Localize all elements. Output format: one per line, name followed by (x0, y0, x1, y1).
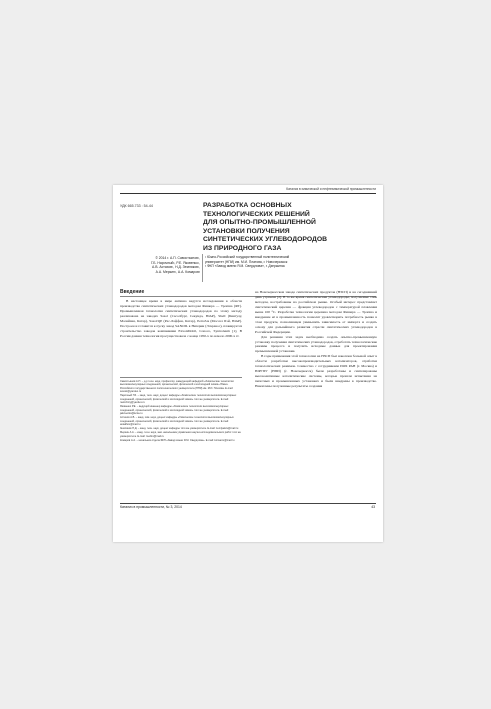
left-column (120, 299, 242, 339)
title-line: УСТАНОВКИ ПОЛУЧЕНИЯ (203, 227, 290, 235)
author-line: Г.Б. Нарочный¹, Р.Е. Яковенко¹, (150, 260, 200, 265)
affiliation-line: университет (НПИ) им. М.И. Платова, г. Новочеркасск (205, 259, 288, 264)
journal-issue: Катализ в промышленности, № 3, 2014 (120, 505, 182, 509)
title-line: ДЛЯ ОПЫТНО-ПРОМЫШЛЕННОЙ (203, 219, 316, 227)
page-number: 43 (371, 505, 375, 509)
affiliation-line: ² ФКП «Завод имени Я.М. Свердлова», г. Дзержинск (205, 264, 285, 269)
author-line: А.В. Астахов¹, Н.Д. Земляков¹, (152, 265, 200, 270)
title-line: ИЗ ПРИРОДНОГО ГАЗА (203, 244, 282, 252)
author-notes (120, 377, 242, 443)
right-column (255, 290, 377, 389)
title-line: ТЕХНОЛОГИЧЕСКИХ РЕШЕНИЙ (203, 210, 310, 218)
title-line: РАЗРАБОТКА ОСНОВНЫХ (203, 202, 292, 209)
paragraph: В годы применения этой технологии на НЗСП был накоплен большой опыт в области разработки высокопроизводительных катализаторов, отработки технологических режимов. Совместно с сотрудниками ИОХ РАН (г. Москва) и ЮРГПУ (НПИ) (г. Новочеркасск) были разработаны и синтезированы высокоактивные каталитические системы, которые прошли испытания на пилотных и промышленных установках и были внедрены в производство. Накоплены полученные результаты создания (255, 354, 377, 389)
author-note: Яковенко Р.Е. – ведущий инженер кафедры «Химические технологии высокомолекулярных соединений, органической, физической и коллоидной химии» того же университета. E-mail: jakovenko@lenta.ru (120, 405, 229, 416)
author-line: А.А. Меркин¹, А.А. Комаров² (155, 270, 200, 275)
article-title (203, 202, 373, 254)
footer-rule (120, 503, 376, 504)
author-line: © 2014 г. А.П. Савостьянов¹, (155, 256, 200, 260)
author-list (120, 256, 200, 275)
author-note: Савостьянов А.П. – д-р техн. наук, профессор, заведующий кафедрой «Химические технологии высокомолекулярных соединений, органической, физической и коллоидной химии» Южно-Российского государственного политехнического университета (НПИ) им. М.И. Платова. E-mail: savost@yandex.ru (120, 380, 234, 394)
author-note: Меркин А.А. – канд. техн. наук, зам. начальника управления научно-исследовательских работ того же университета. E-mail: merkin@mail.ru (120, 431, 241, 438)
title-line: СИНТЕТИЧЕСКИХ УГЛЕВОДОРОДОВ (203, 236, 328, 244)
header-rule (120, 193, 376, 194)
paragraph: на Новочеркасском заводе синтетических продуктов (НЗСП) и на сегодняшний день утрачена [2]. В то же время синтетические углеводороды, получаемые этим методом, востребованы на российском рынке. Особый интерес представляет синтетический церезин — фракция углеводородов с температурой плавления выше 100 °C. Разработка технологии церезина методом Фишера — Тропша и внедрение её в промышленность позволят удовлетворить потребность рынка в этом продукте, позволяющем уменьшить зависимость от импорта и создать основу для дальнейшего развития отрасли синтетических углеводородов в Российской Федерации. (255, 290, 377, 334)
journal-page (113, 185, 383, 542)
author-note: Земляков Н.Д. – канд. техн. наук, доцент кафедры того же университета. E-mail: zemlyakov@mail.ru (120, 427, 239, 431)
author-note: Комаров А.А. – начальник отдела ФКП «Завод имени Я.М. Свердлова». E-mail: komarov@mail.ru (120, 438, 235, 442)
author-note: Нарочный Г.Б. – канд. техн. наук, доцент кафедры «Химические технологии высокомолекулярных соединений, органической, физической и коллоидной химии» того же университета. E-mail: narochniy@yandex.ru (120, 394, 237, 405)
paragraph: В настоящее время в мире активно ведутся исследования в области производства синтетических углеводородов методом Фишера — Тропша (ФТ). Промышленная технология синтетических углеводородов по этому методу реализована на заводах Sasol (Сасолбург, Секунда, ЮАР), Shell (Бинтулу, Малайзия, Катар), Sasol/QP (Рас-Лаффан, Катар), PetroSA (Моссел Бэй, ЮАР). Построен и готовится к пуску завод SANOIL в Нигерии (Эскравос), планируется строительство заводов компаниями ExxonMobil, Conoco, Syntroleum [1]. В России данная технология просуществовала с конца 1950-х по начало 2000-х гг. (120, 299, 242, 338)
author-note: Астахов А.В. – канд. хим. наук, доцент кафедры «Химические технологии высокомолекулярных соединений, органической, физической и коллоидной химии» того же университета. E-mail: astakhov@mail.ru (120, 416, 234, 427)
section-heading: Введение (120, 289, 145, 295)
udc-code: УДК 665.733 : 54-44 (120, 204, 153, 208)
author-divider (202, 254, 203, 282)
affiliations (205, 255, 375, 269)
notes-separator (120, 377, 242, 378)
affiliation-line: ¹ Южно-Российский государственный политехнический (205, 255, 290, 259)
paragraph: Для решения этих задач необходимо создать опытно-промышленную установку получения синтетических углеводородов, отработать технологические режимы процесса и получить исходные данные для проектирования промышленной установки. (255, 334, 377, 354)
journal-section-header: Катализ в химической и нефтехимической промышленности (286, 187, 376, 191)
